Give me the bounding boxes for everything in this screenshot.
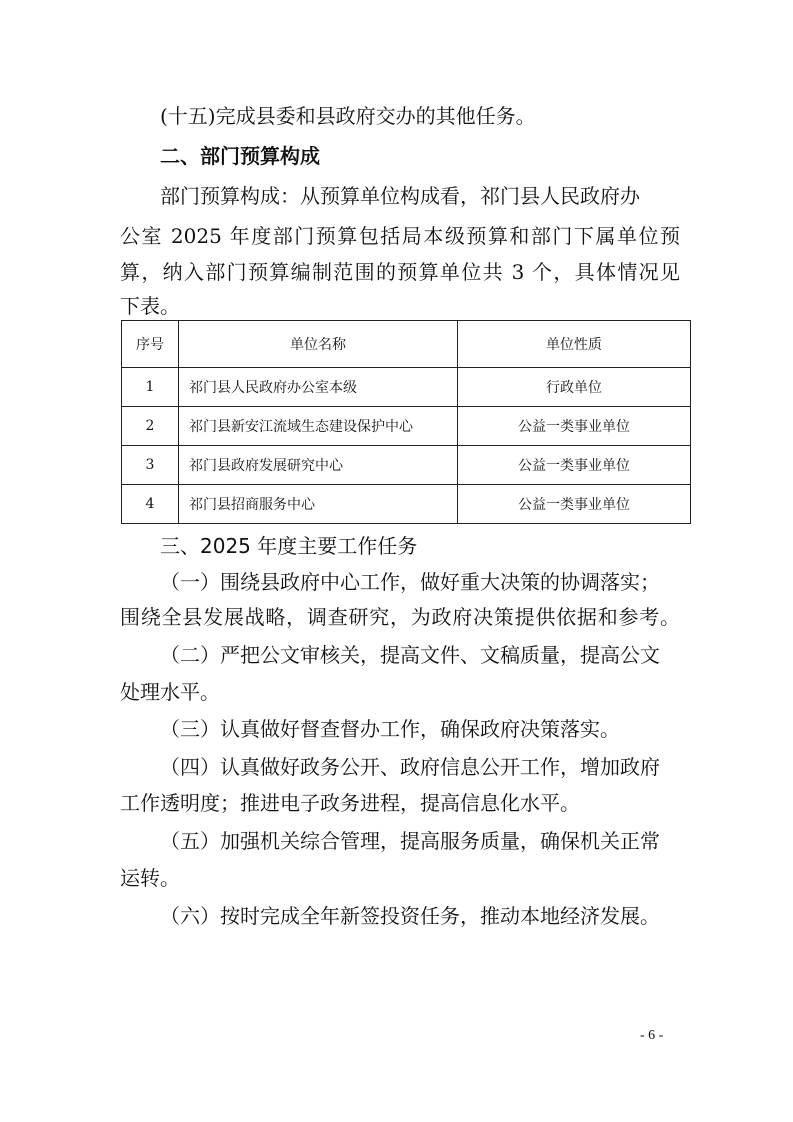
cell-index: 3 [122, 446, 179, 485]
table-row [122, 446, 691, 485]
task-5-line-1: （五）加强机关综合管理，提高服务质量，确保机关正常 [160, 829, 660, 853]
column-header-index: 序号 [122, 321, 179, 368]
table-row [122, 368, 691, 407]
cell-unit-name: 祁门县招商服务中心 [179, 485, 458, 524]
task-2-line-1: （二）严把公文审核关，提高文件、文稿质量，提高公文 [160, 643, 660, 667]
column-header-unit-type: 单位性质 [458, 321, 691, 368]
cell-index: 2 [122, 407, 179, 446]
task-1-line-1: （一）围绕县政府中心工作，做好重大决策的协调落实； [160, 570, 660, 594]
column-header-unit-name: 单位名称 [179, 321, 458, 368]
cell-unit-type: 公益一类事业单位 [458, 485, 691, 524]
task-5-line-2: 运转。 [120, 866, 180, 890]
cell-unit-name: 祁门县人民政府办公室本级 [179, 368, 458, 407]
table-header-row [122, 321, 691, 368]
cell-index: 4 [122, 485, 179, 524]
task-1-line-2: 围绕全县发展战略，调查研究，为政府决策提供依据和参考。 [120, 605, 680, 629]
paragraph-other-tasks: (十五)完成县委和县政府交办的其他任务。 [160, 104, 536, 128]
section-heading-budget-composition: 二、部门预算构成 [160, 144, 320, 168]
task-4-line-1: （四）认真做好政务公开、政府信息公开工作，增加政府 [160, 755, 660, 779]
task-6-line-1: （六）按时完成全年新签投资任务，推动本地经济发展。 [160, 904, 660, 928]
task-3-line-1: （三）认真做好督查督办工作，确保政府决策落实。 [160, 717, 620, 741]
budget-units-table [121, 320, 691, 524]
task-2-line-2: 处理水平。 [120, 680, 220, 704]
table-row [122, 407, 691, 446]
budget-composition-line-1: 部门预算构成：从预算单位构成看，祁门县人民政府办 [160, 184, 640, 208]
cell-index: 1 [122, 368, 179, 407]
task-4-line-2: 工作透明度；推进电子政务进程，提高信息化水平。 [120, 791, 580, 815]
cell-unit-name: 祁门县新安江流域生态建设保护中心 [179, 407, 458, 446]
budget-composition-line-2: 公室 2025 年度部门预算包括局本级预算和部门下属单位预 [120, 224, 680, 248]
budget-composition-line-3: 算，纳入部门预算编制范围的预算单位共 3 个，具体情况见 [120, 260, 680, 284]
section-heading-main-tasks: 三、2025 年度主要工作任务 [160, 534, 418, 558]
page-number: - 6 - [640, 1028, 664, 1043]
cell-unit-type: 公益一类事业单位 [458, 446, 691, 485]
budget-composition-line-4: 下表。 [120, 294, 180, 318]
cell-unit-name: 祁门县政府发展研究中心 [179, 446, 458, 485]
cell-unit-type: 行政单位 [458, 368, 691, 407]
cell-unit-type: 公益一类事业单位 [458, 407, 691, 446]
table-row [122, 485, 691, 524]
